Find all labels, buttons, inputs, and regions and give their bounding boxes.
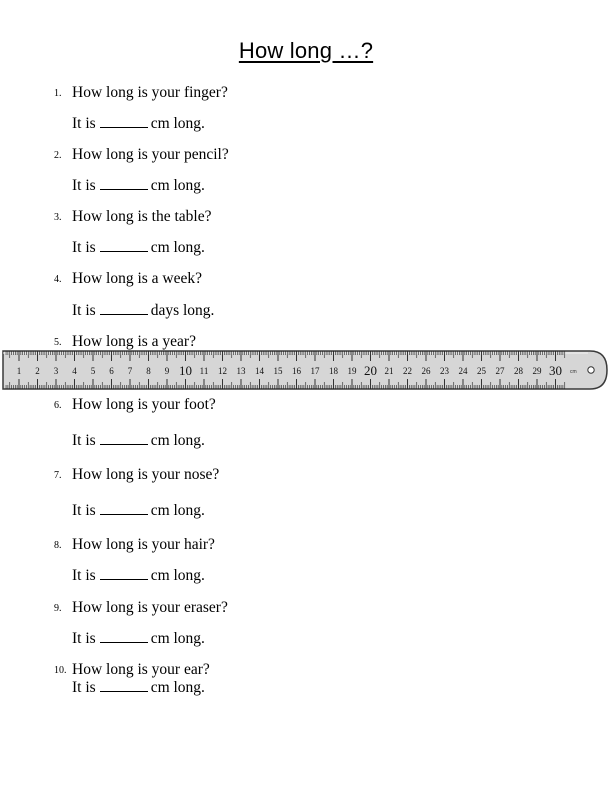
question-number: 2.: [54, 150, 62, 161]
ruler-label: 29: [532, 366, 542, 376]
question-number: 5.: [54, 337, 62, 348]
answer-blank-field[interactable]: [100, 679, 148, 692]
answer-prefix: It is: [72, 239, 96, 256]
question-text: How long is your hair?: [72, 536, 215, 553]
answer-suffix: cm long.: [150, 432, 205, 449]
answer-prefix: It is: [72, 432, 96, 449]
answer-blank-field[interactable]: [100, 239, 148, 252]
question-text: How long is your pencil?: [72, 146, 229, 163]
ruler-label: 24: [458, 366, 468, 376]
ruler-label: 6: [109, 366, 114, 376]
question-text: How long is a week?: [72, 270, 202, 287]
answer-8: [72, 567, 205, 585]
answer-suffix: days long.: [150, 302, 215, 319]
answer-3: [72, 239, 205, 257]
question-text: How long is your eraser?: [72, 599, 228, 616]
question-text: How long is your finger?: [72, 84, 228, 101]
ruler-label: 4: [72, 366, 77, 376]
question-text: How long is your nose?: [72, 466, 220, 483]
question-number: 9.: [54, 603, 62, 614]
ruler-label: 23: [440, 366, 449, 376]
ruler-image: [2, 350, 608, 390]
question-number: 10.: [54, 665, 67, 676]
ruler-label: 9: [164, 366, 170, 376]
answer-suffix: cm long.: [150, 630, 205, 647]
answer-6: [72, 432, 205, 450]
ruler-label: 28: [514, 366, 523, 376]
answer-1: [72, 115, 205, 133]
ruler-label: 18: [329, 366, 338, 376]
answer-prefix: It is: [72, 567, 96, 584]
question-text: How long is the table?: [72, 208, 212, 225]
question-number: 1.: [54, 88, 62, 99]
ruler-label: 8: [146, 366, 151, 376]
question-9: [54, 599, 228, 617]
question-number: 4.: [54, 274, 62, 285]
ruler-label: 3: [53, 366, 59, 376]
ruler-label: 13: [236, 366, 246, 376]
question-5: [54, 333, 196, 351]
ruler-label: 14: [255, 366, 264, 376]
question-number: 7.: [54, 470, 62, 481]
question-10: [54, 661, 210, 679]
answer-blank-field[interactable]: [100, 177, 148, 190]
ruler-label: 30: [549, 363, 562, 378]
answer-suffix: cm long.: [150, 679, 205, 696]
answer-prefix: It is: [72, 115, 96, 132]
ruler-label: 2: [35, 366, 40, 376]
answer-10: [72, 679, 205, 697]
answer-2: [72, 177, 205, 195]
answer-suffix: cm long.: [150, 239, 205, 256]
ruler-label: 25: [477, 366, 486, 376]
ruler-label: 21: [384, 366, 394, 376]
answer-4: [72, 302, 214, 320]
answer-prefix: It is: [72, 679, 96, 696]
question-2: [54, 146, 229, 164]
question-6: [54, 396, 216, 414]
answer-suffix: cm long.: [150, 502, 205, 519]
answer-suffix: cm long.: [150, 567, 205, 584]
answer-blank-field[interactable]: [100, 502, 148, 515]
ruler-label: 7: [127, 366, 133, 376]
answer-blank-field[interactable]: [100, 432, 148, 445]
answer-blank-field[interactable]: [100, 115, 148, 128]
question-number: 3.: [54, 212, 62, 223]
ruler-label: 19: [347, 366, 357, 376]
ruler-label: 27: [495, 366, 505, 376]
ruler-label: 1: [16, 366, 22, 376]
answer-9: [72, 630, 205, 648]
answer-7: [72, 502, 205, 520]
ruler-unit-label: cm: [570, 369, 577, 375]
answer-suffix: cm long.: [150, 177, 205, 194]
ruler-label: 15: [273, 366, 283, 376]
answer-prefix: It is: [72, 630, 96, 647]
question-1: [54, 84, 228, 102]
answer-blank-field[interactable]: [100, 630, 148, 643]
ruler-graphic: [2, 350, 608, 390]
ruler-label: 26: [421, 366, 431, 376]
answer-prefix: It is: [72, 302, 96, 319]
ruler-label: 20: [364, 363, 377, 378]
answer-blank-field[interactable]: [100, 567, 148, 580]
ruler-label: 22: [403, 366, 412, 376]
question-3: [54, 208, 211, 226]
answer-prefix: It is: [72, 502, 96, 519]
page-title: How long …?: [238, 38, 374, 63]
answer-suffix: cm long.: [150, 115, 205, 132]
question-number: 8.: [54, 540, 62, 551]
answer-blank-field[interactable]: [100, 302, 148, 315]
question-4: [54, 270, 202, 288]
ruler-label: 12: [218, 366, 227, 376]
answer-prefix: It is: [72, 177, 96, 194]
question-number: 6.: [54, 400, 62, 411]
question-text: How long is your ear?: [72, 661, 210, 678]
ruler-label: 11: [199, 366, 209, 376]
question-text: How long is your foot?: [72, 396, 216, 413]
ruler-label: 10: [179, 363, 192, 378]
ruler-label: 16: [292, 366, 301, 376]
ruler-label: 17: [310, 366, 320, 376]
question-8: [54, 536, 215, 554]
ruler-label: 5: [90, 366, 96, 376]
question-text: How long is a year?: [72, 333, 196, 350]
question-7: [54, 466, 219, 484]
